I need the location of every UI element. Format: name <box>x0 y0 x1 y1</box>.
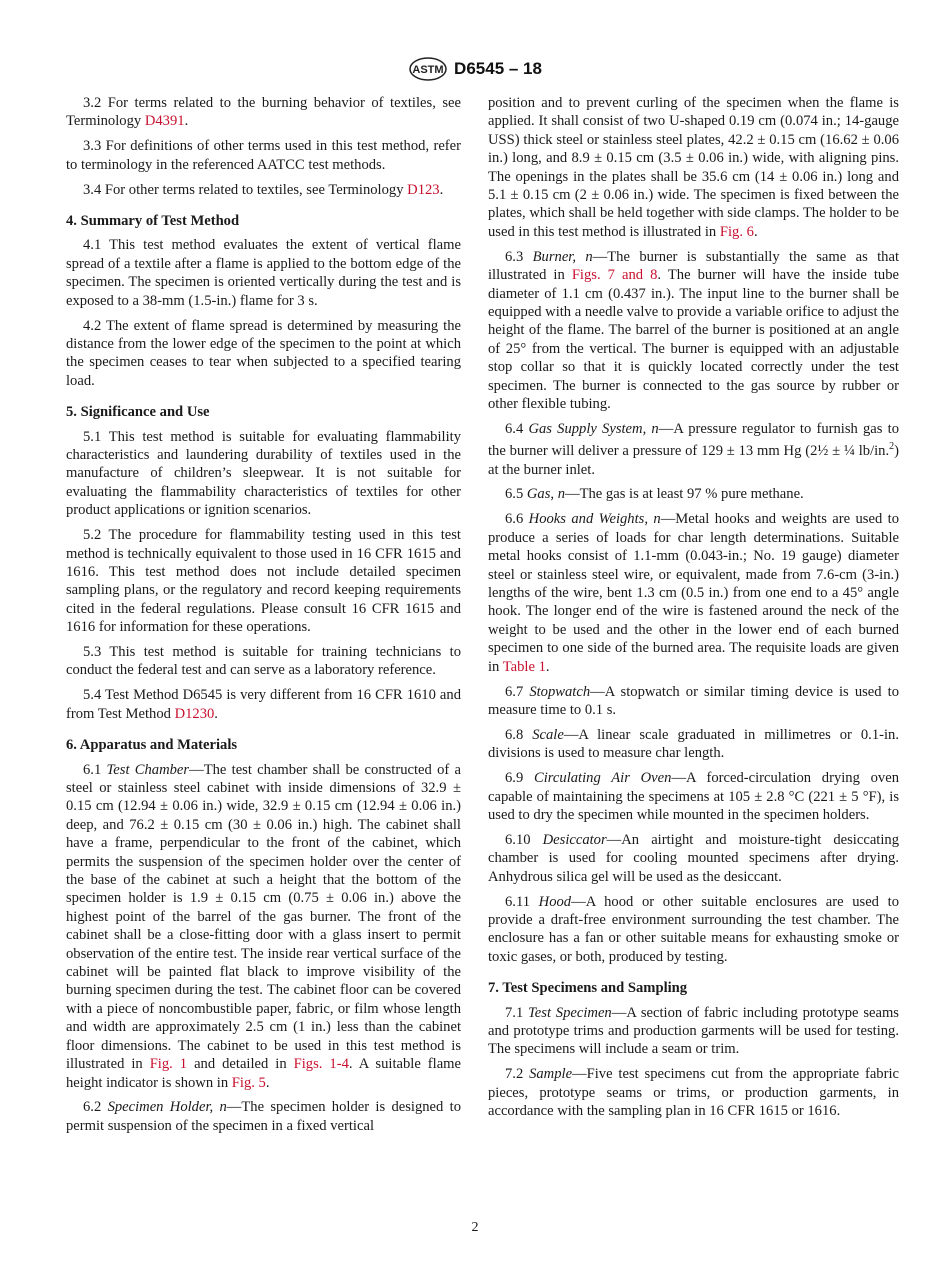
reference-link[interactable]: D1230 <box>174 705 215 722</box>
paragraph <box>66 181 461 199</box>
text-segment: 4.2 The extent of flame spread is determined by measuring the distance from the lower edge of the specimen to the point at which the specimen ceases to tear when subjected to a specified tearing load. <box>66 317 461 389</box>
paragraph <box>488 248 899 414</box>
text-segment: 7.1 <box>505 1004 529 1021</box>
term-label: Burner, n <box>532 248 593 265</box>
text-segment: 7.2 <box>505 1066 530 1083</box>
text-segment: —The specimen holder is designed to permit suspension of the specimen in a fixed vertical <box>66 1099 461 1134</box>
reference-link[interactable]: Fig. 5 <box>231 1074 266 1091</box>
svg-text:ASTM: ASTM <box>412 64 444 76</box>
text-segment: 6.7 <box>505 683 530 700</box>
text-segment: 6. Apparatus and Materials <box>66 737 238 754</box>
text-segment: —A linear scale graduated in millimetres or 0.1-in. divisions is used to measure char length. <box>488 726 899 762</box>
term-label: Gas Supply System, n <box>528 420 659 437</box>
section-heading <box>66 403 461 421</box>
paragraph <box>488 769 899 824</box>
term-label: Stopwatch <box>529 683 591 700</box>
text-segment: . <box>184 113 189 130</box>
paragraph <box>66 526 461 636</box>
text-segment: 7. Test Specimens and Sampling <box>488 980 688 997</box>
text-segment: ) at the burner inlet. <box>488 443 899 478</box>
text-segment: —The gas is at least 97 % pure methane. <box>565 486 804 503</box>
text-segment: 6.6 <box>505 511 529 528</box>
section-heading <box>66 736 461 754</box>
text-segment: 5.1 This test method is suitable for evaluating flammability characteristics and laundering durability of textiles used in the manufacture of children’s sleepwear. It is not suitable for evaluating the flammability characteristics of textiles for other product applications or ignition scenarios. <box>66 428 461 519</box>
text-segment: 6.10 <box>505 831 543 848</box>
term-label: Scale <box>532 726 564 743</box>
paragraph <box>66 137 461 174</box>
document-designation: D6545 – 18 <box>454 59 542 78</box>
page-header <box>0 56 950 82</box>
text-segment: . <box>214 705 218 722</box>
text-segment: . A suitable flame height indicator is shown in <box>66 1056 462 1091</box>
text-segment: 6.4 <box>505 420 529 437</box>
text-segment: . <box>439 181 444 198</box>
text-segment: 6.5 <box>505 486 527 503</box>
paragraph <box>66 236 461 310</box>
paragraph <box>66 94 461 131</box>
page-number: 2 <box>471 1220 479 1235</box>
text-segment: —A hood or other suitable enclosures are used to provide a draft-free environment surrounding the test chamber. The enclosure has a fan or other suitable means for exhausting smoke or toxic gases, or both, produced by testing. <box>488 893 899 965</box>
paragraph <box>66 428 461 520</box>
text-segment: . <box>265 1074 270 1091</box>
paragraph <box>66 1098 461 1135</box>
paragraph <box>66 643 461 680</box>
term-label: Desiccator <box>542 831 607 848</box>
reference-link[interactable]: D123 <box>407 181 440 198</box>
paragraph <box>488 94 899 241</box>
text-segment: . The burner will have the inside tube diameter of 1.1 cm (0.437 in.). The input line to the burner shall be equipped with a needle valve to provide a variable orifice to adjust the height of the flame. The barrel of the burner is positioned at an angle of 25° from the vertical. The burner is equipped with an adjustable stop collar so that it is quickly located correctly under the test specimen. The burner is connected to the gas source by rubber or other flexible tubing. <box>488 267 899 412</box>
paragraph <box>488 1065 899 1120</box>
text-segment: 6.8 <box>505 726 533 743</box>
text-segment: 6.1 <box>83 761 107 778</box>
text-segment: —An airtight and moisture-tight desiccating chamber is used for cooling mounted specimens after drying. Anhydrous silica gel will be used as the desiccant. <box>488 831 899 885</box>
text-segment: 3.4 For other terms related to textiles, see Terminology <box>83 181 408 198</box>
reference-link[interactable]: Fig. 6 <box>719 223 754 240</box>
text-segment: —A forced-circulation drying oven capable of maintaining the specimens at 105 ± 2.8 °C (221 ± 5 °F), is used to dry the specimen while mounted in the specimen holders. <box>488 770 900 823</box>
term-label: Specimen Holder, n <box>107 1099 227 1116</box>
text-segment: —The test chamber shall be constructed of a steel or stainless steel cabinet with inside dimensions of 32.9 ± 0.15 cm (12.94 ± 0.06 in.) wide, 32.9 ± 0.15 cm (12.94 ± 0.06 in.) deep, and 76.2 ± 0.15 cm (30 ± 0.06 in.) high. The cabinet shall have a frame, perpendicular to the front of the cabinet, which permits the suspension of the specimen holder over the center of the base of the cabinet at such a height that the bottom of the specimen holder is 1.9 ± 0.15 cm (0.75 ± 0.06 in.) above the highest point of the barrel of the gas burner. The front of the cabinet shall be a close-fitting door with a glass insert to permit observation of the entire test. The inside rear vertical surface of the cabinet will be painted flat black to improve visibility of the burning specimen during the test. The cabinet floor can be covered with a piece of noncombustible paper, fabric, or film whose length and width are approximately 2.5 cm (1 in.) less than the cabinet floor dimensions. The cabinet to be used in this test method is illustrated in <box>66 761 461 1073</box>
reference-link[interactable]: Fig. 1 <box>149 1056 188 1073</box>
text-segment: 5.4 Test Method D6545 is very different from 16 CFR 1610 and from Test Method <box>66 687 461 722</box>
reference-link[interactable]: Table 1 <box>502 658 546 675</box>
text-segment: 6.2 <box>83 1099 108 1116</box>
astm-logo-icon <box>408 56 448 82</box>
text-segment: —A stopwatch or similar timing device is used to measure time to 0.1 s. <box>488 683 900 718</box>
text-segment: —Metal hooks and weights are used to produce a series of loads for char length determinations. Suitable metal hooks consist of 1.1-mm (0.043-in.; No. 19 gauge) diameter steel or stainless steel wire, or equivalent, made from 7.6-cm (3-in.) lengths of the wire, bent 1.3 cm (0.5 in.) from one end to a 45° angle hook. The longer end of the wire is fastened around the neck of the weight to be used and the other in the lower end of each burned specimen to one side of the burned area. The requisite loads are given in <box>488 511 900 675</box>
paragraph <box>488 510 899 676</box>
paragraph <box>66 317 461 391</box>
paragraph <box>488 683 899 720</box>
section-heading <box>66 212 461 230</box>
left-column <box>66 94 461 1142</box>
text-segment: and detailed in <box>187 1056 294 1073</box>
text-segment: 3.3 For definitions of other terms used in this test method, refer to terminology in the referenced AATCC test methods. <box>66 138 461 173</box>
text-segment: 2 <box>889 441 895 453</box>
paragraph <box>488 893 899 967</box>
text-segment: —A section of fabric including prototype seams and prototype trims and production garments will be used for testing. The specimens will include a seam or trim. <box>488 1004 899 1058</box>
section-heading <box>488 979 899 997</box>
term-label: Gas, n <box>526 486 565 503</box>
text-segment: 4.1 This test method evaluates the extent of vertical flame spread of a textile after a flame is applied to the bottom edge of the specimen. The specimen is oriented vertically during the test and is exposed to a 38-mm (1.5-in.) flame for 3 s. <box>66 237 461 309</box>
paragraph <box>488 485 899 503</box>
paragraph <box>488 831 899 886</box>
text-segment: 6.9 <box>505 770 534 787</box>
text-segment: . <box>545 658 550 675</box>
paragraph <box>66 686 461 723</box>
term-label: Hooks and Weights, n <box>528 511 661 528</box>
term-label: Circulating Air Oven <box>534 770 672 787</box>
text-segment: 5. Significance and Use <box>66 404 210 421</box>
text-segment: —A pressure regulator to furnish gas to the burner will deliver a pressure of 129 ± 13 mm Hg (2½ ± ¼ lb/in. <box>488 420 899 460</box>
right-column <box>488 94 899 1127</box>
term-label: Sample <box>529 1066 573 1083</box>
paragraph <box>66 761 461 1092</box>
text-segment: 6.11 <box>505 893 539 910</box>
text-segment: 5.2 The procedure for flammability testing used in this test method is technically equivalent to those used in 16 CFR 1615 and 1616. This test method does not include detailed specimen sampling plans, or the regulatory and record keeping requirements cited in the federal regulations. Please consult 16 CFR 1615 and 1616 for information for these operations. <box>66 527 461 636</box>
reference-link[interactable]: Figs. 7 and 8 <box>571 267 658 284</box>
text-segment: 4. Summary of Test Method <box>66 213 240 230</box>
term-label: Test Chamber <box>106 761 190 778</box>
text-segment: 5.3 This test method is suitable for training technicians to conduct the federal test and can serve as a laboratory reference. <box>66 644 461 679</box>
text-segment: 3.2 For terms related to the burning behavior of textiles, see Terminology <box>66 95 461 130</box>
term-label: Hood <box>538 893 572 910</box>
paragraph <box>488 1004 899 1059</box>
paragraph <box>488 726 899 763</box>
text-segment: . <box>753 223 758 240</box>
text-segment: —Five test specimens cut from the appropriate fabric pieces, prototype seams or trims, or production garments, in accordance with the sampling plan in 16 CFR 1615 or 1616. <box>488 1066 899 1120</box>
reference-link[interactable]: D4391 <box>144 113 185 130</box>
text-segment: 6.3 <box>505 248 533 265</box>
text-segment: position and to prevent curling of the specimen when the flame is applied. It shall consist of two U-shaped 0.19 cm (0.074 in.; 14-gauge USS) thick steel or stainless steel plates, 42.2 ± 0.15 cm (16.62 ± 0.06 in.) long, and 8.9 ± 0.15 cm (3.5 ± 0.06 in.) wide, with aligning pins. The openings in the plates shall be 35.6 cm (14 ± 0.06 in.) long and 5.1 ± 0.15 cm (2 ± 0.06 in.) wide. The specimen is fixed between the plates, which shall be held together with side clamps. The holder to be used in this test method is illustrated in <box>488 95 899 240</box>
reference-link[interactable]: Figs. 1-4 <box>293 1056 349 1073</box>
paragraph <box>488 420 899 479</box>
term-label: Test Specimen <box>528 1004 612 1021</box>
text-segment: —The burner is substantially the same as that illustrated in <box>488 248 899 284</box>
